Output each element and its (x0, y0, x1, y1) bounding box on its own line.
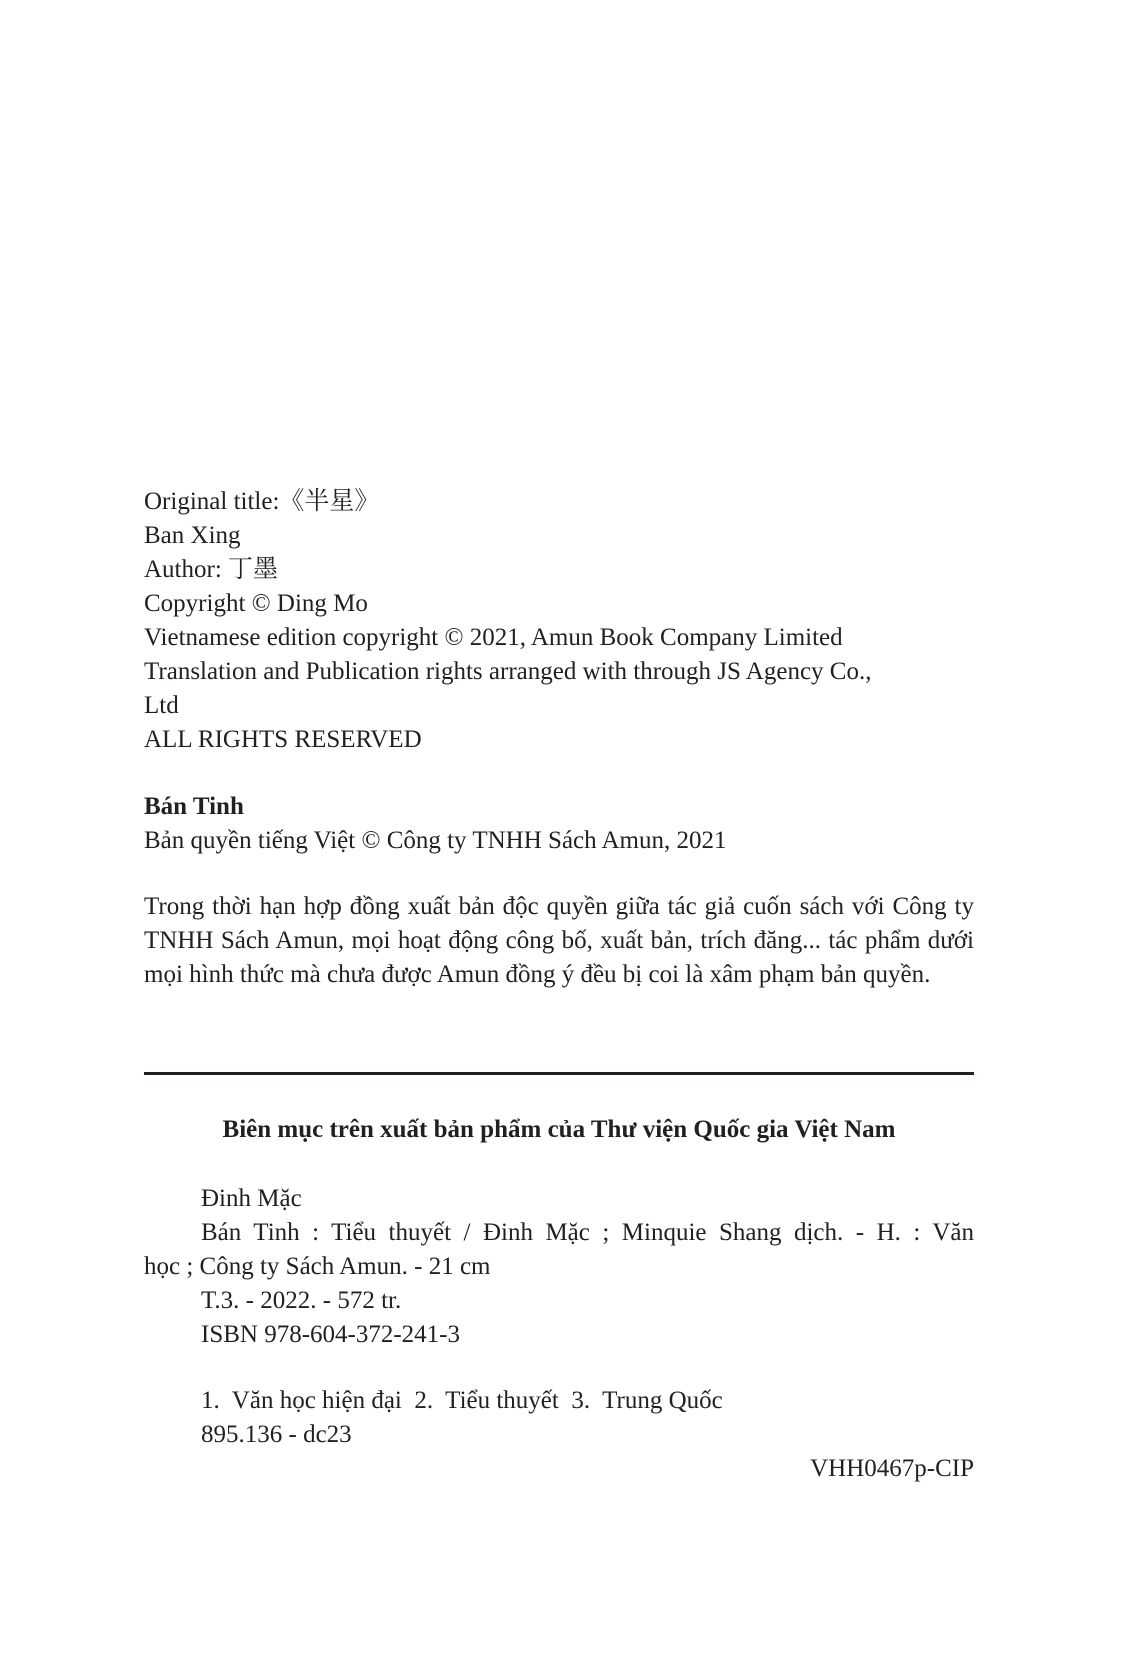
cip-record (144, 1182, 974, 1352)
vn-edition-copyright: Vietnamese edition copyright © 2021, Amun Book Company Limited (144, 624, 843, 651)
cip-title-entry-line-1: Bán Tinh : Tiểu thuyết / Đinh Mặc ; Minquie Shang dịch. - H. : Văn (201, 1219, 974, 1246)
vietnamese-block (144, 790, 974, 858)
rights-block (144, 485, 974, 757)
cip-code: VHH0467p-CIP (810, 1455, 974, 1482)
cip-classification: 895.136 - dc23 (201, 1421, 352, 1448)
original-title: Original title:《半星》 (144, 488, 380, 515)
cip-isbn: ISBN 978-604-372-241-3 (201, 1321, 461, 1348)
all-rights-reserved: ALL RIGHTS RESERVED (144, 726, 422, 753)
translation-rights-line-1: Translation and Publication rights arranged with through JS Agency Co., (144, 658, 872, 685)
cip-volume: T.3. - 2022. - 572 tr. (201, 1287, 402, 1314)
copyright-notice: Trong thời hạn hợp đồng xuất bản độc quyền giữa tác giả cuốn sách với Công ty TNHH Sách Amun, mọi hoạt động công bố, xuất bản, trích đăng... tác phẩm dưới mọi hình thức mà chưa được Amun đồng ý đều bị coi là xâm phạm bản quyền. (144, 893, 974, 988)
copyright-line: Copyright © Ding Mo (144, 590, 368, 617)
cip-subjects: 1. Văn học hiện đại 2. Tiểu thuyết 3. Trung Quốc (201, 1387, 723, 1414)
vietnamese-copyright: Bản quyền tiếng Việt © Công ty TNHH Sách Amun, 2021 (144, 827, 727, 854)
cip-subjects-block (144, 1384, 974, 1452)
cip-author-entry: Đinh Mặc (201, 1185, 302, 1212)
title-pinyin: Ban Xing (144, 522, 241, 549)
cip-title-entry-line-2: học ; Công ty Sách Amun. - 21 cm (144, 1253, 491, 1280)
vietnamese-title: Bán Tinh (144, 793, 244, 820)
author-line: Author: 丁墨 (144, 556, 279, 583)
cip-heading: Biên mục trên xuất bản phẩm của Thư viện Quốc gia Việt Nam (222, 1116, 896, 1143)
translation-rights-line-2: Ltd (144, 692, 179, 719)
divider (144, 1072, 974, 1075)
